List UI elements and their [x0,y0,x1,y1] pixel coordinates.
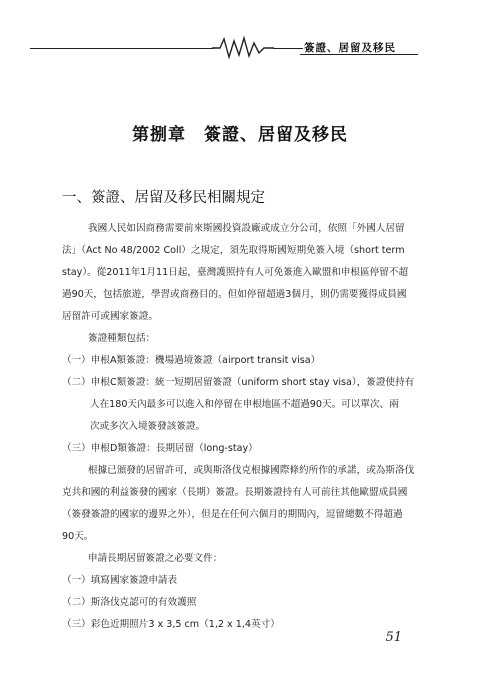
paragraph-2-line-1: 根據已頒發的居留許可，或與斯洛伐克根據國際條約所作的承諾，或為斯洛伐 [88,465,415,476]
documents-label: 申請長期居留簽證之必要文件： [88,553,223,564]
header-rule-right [300,54,418,55]
header-rule-mid [273,48,303,49]
paragraph-1-line-3: stay）。從2011年1月11日起，臺灣護照持有人可免簽進入歐盟和申根區停留不超 [62,267,409,278]
visa-types-label: 簽證種類包括： [88,333,156,344]
paragraph-2-line-4: 90天。 [62,531,94,542]
paragraph-1-line-2: 法」（Act No 48/2002 Coll）之規定，須先取得斯國短期免簽入境（short term [62,245,405,256]
paragraph-1-line-5: 居留許可或國家簽證。 [62,311,158,322]
paragraph-1-line-1: 我國人民如因商務需要前來斯國投資設廠或成立分公司，依照「外國人居留 [88,223,405,234]
visa-type-c-line-1: （二）申根C類簽證：統一短期居留簽證（uniform short stay visa），簽證使持有 [62,377,415,388]
section-title: 一、簽證、居留及移民相關規定 [62,190,265,206]
visa-type-c-line-3: 次或多次入境簽發該簽證。 [90,421,206,432]
paragraph-1-line-4: 過90天，包括旅遊，學習或商務目的。但如停留超過3個月，則仍需要獲得成員國 [62,289,407,300]
visa-type-a: （一）申根A類簽證：機場過境簽證（airport transit visa） [62,355,321,366]
document-item-2: （二）斯洛伐克認可的有效護照 [62,597,197,608]
paragraph-2-line-2: 克共和國的利益簽發的國家（長期）簽證。長期簽證持有人可前往其他歐盟成員國 [62,487,408,498]
visa-type-c-line-2: 人在180天內最多可以進入和停留在申根地區不超過90天。可以單次、兩 [90,399,399,410]
paragraph-2-line-3: （簽發簽證的國家的邊界之外），但是在任何六個月的期間內，逗留總數不得超過 [62,509,403,520]
document-item-1: （一）填寫國家簽證申請表 [62,575,178,586]
chapter-title: 第捌章 簽證、居留及移民 [132,125,348,145]
running-header-title: 簽證、居留及移民 [304,42,396,54]
header-rule-left [30,48,214,49]
page-number: 51 [385,630,402,645]
document-item-3: （三）彩色近期照片3 x 3,5 cm（1,2 x 1,4英寸） [62,619,280,630]
heartbeat-wave-icon [212,35,274,61]
visa-type-d: （三）申根D類簽證：長期居留（long-stay） [62,443,258,454]
